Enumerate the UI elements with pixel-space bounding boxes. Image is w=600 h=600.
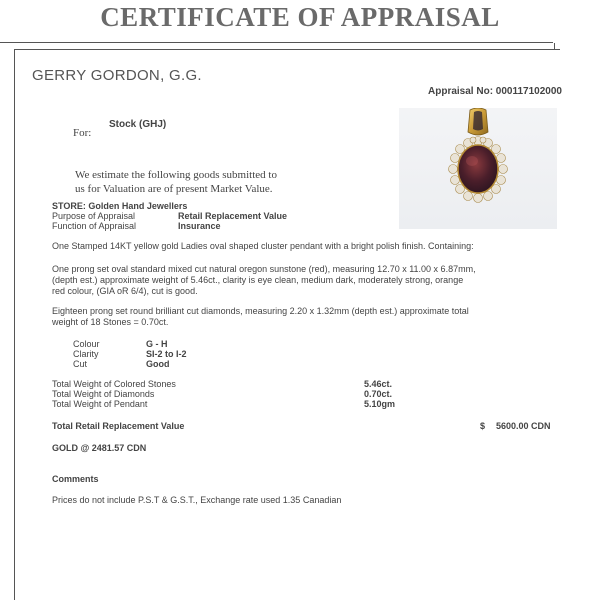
appraisal-number: Appraisal No: 000117102000: [428, 86, 562, 97]
total-colored-value: 5.46ct.: [364, 379, 393, 389]
diamond-line: weight of 18 Stones = 0.70ct.: [52, 317, 169, 327]
sunstone-line: One prong set oval standard mixed cut natural oregon sunstone (red), measuring 12.70 x 11.00 x 6.87mm,: [52, 264, 476, 274]
retail-value-label: Total Retail Replacement Value: [52, 421, 185, 431]
spec-colour-value: G - H: [146, 339, 168, 349]
total-pendant-value: 5.10gm: [364, 399, 396, 409]
purpose-value: Retail Replacement Value: [178, 211, 288, 221]
pendant-image: [399, 108, 557, 229]
spec-cut-label: Cut: [73, 359, 88, 369]
store-name: STORE: Golden Hand Jewellers: [52, 201, 188, 211]
spec-clarity-label: Clarity: [73, 349, 99, 359]
item-description: One Stamped 14KT yellow gold Ladies oval shaped cluster pendant with a bright polish finish. Containing:: [52, 241, 474, 251]
total-diamonds-value: 0.70ct.: [364, 389, 393, 399]
retail-value-amount: 5600.00 CDN: [496, 421, 551, 431]
comments-heading: Comments: [52, 474, 99, 484]
function-value: Insurance: [178, 221, 221, 231]
diamond-line: Eighteen prong set round brilliant cut diamonds, measuring 2.20 x 1.32mm (depth est.) approximate total: [52, 306, 469, 316]
left-rule: [14, 49, 15, 600]
appraiser-name: GERRY GORDON, G.G.: [32, 67, 202, 84]
diamond-description: [52, 306, 552, 328]
purpose-label: Purpose of Appraisal: [52, 211, 136, 221]
total-pendant-label: Total Weight of Pendant: [52, 399, 148, 409]
certificate-title: CERTIFICATE OF APPRAISAL: [100, 2, 500, 32]
function-label: Function of Appraisal: [52, 221, 137, 231]
corner-rule: [554, 43, 555, 49]
top-rule-outer: [0, 42, 553, 43]
estimate-line: us for Valuation are of present Market Value.: [75, 183, 273, 195]
spec-colour-label: Colour: [73, 339, 100, 349]
comments-text: Prices do not include P.S.T & G.S.T., Exchange rate used 1.35 Canadian: [52, 495, 342, 505]
estimate-statement: [75, 168, 277, 196]
spec-cut-value: Good: [146, 359, 170, 369]
for-label: For:: [73, 127, 92, 139]
total-diamonds-label: Total Weight of Diamonds: [52, 389, 155, 399]
top-rule-inner: [14, 49, 560, 50]
retail-currency: $: [480, 421, 486, 431]
sunstone-description: [52, 264, 552, 297]
estimate-line: We estimate the following goods submitted to: [75, 169, 277, 181]
stock-code: Stock (GHJ): [109, 119, 167, 130]
sunstone-line: red colour, (GIA oR 6/4), cut is good.: [52, 286, 198, 296]
sunstone-line: (depth est.) approximate weight of 5.46ct., clarity is eye clean, medium dark, moderately strong, orange: [52, 275, 464, 285]
pendant-photo: [399, 108, 557, 229]
spec-clarity-value: SI-2 to I-2: [146, 349, 187, 359]
total-colored-label: Total Weight of Colored Stones: [52, 379, 176, 389]
gold-price: GOLD @ 2481.57 CDN: [52, 443, 147, 453]
